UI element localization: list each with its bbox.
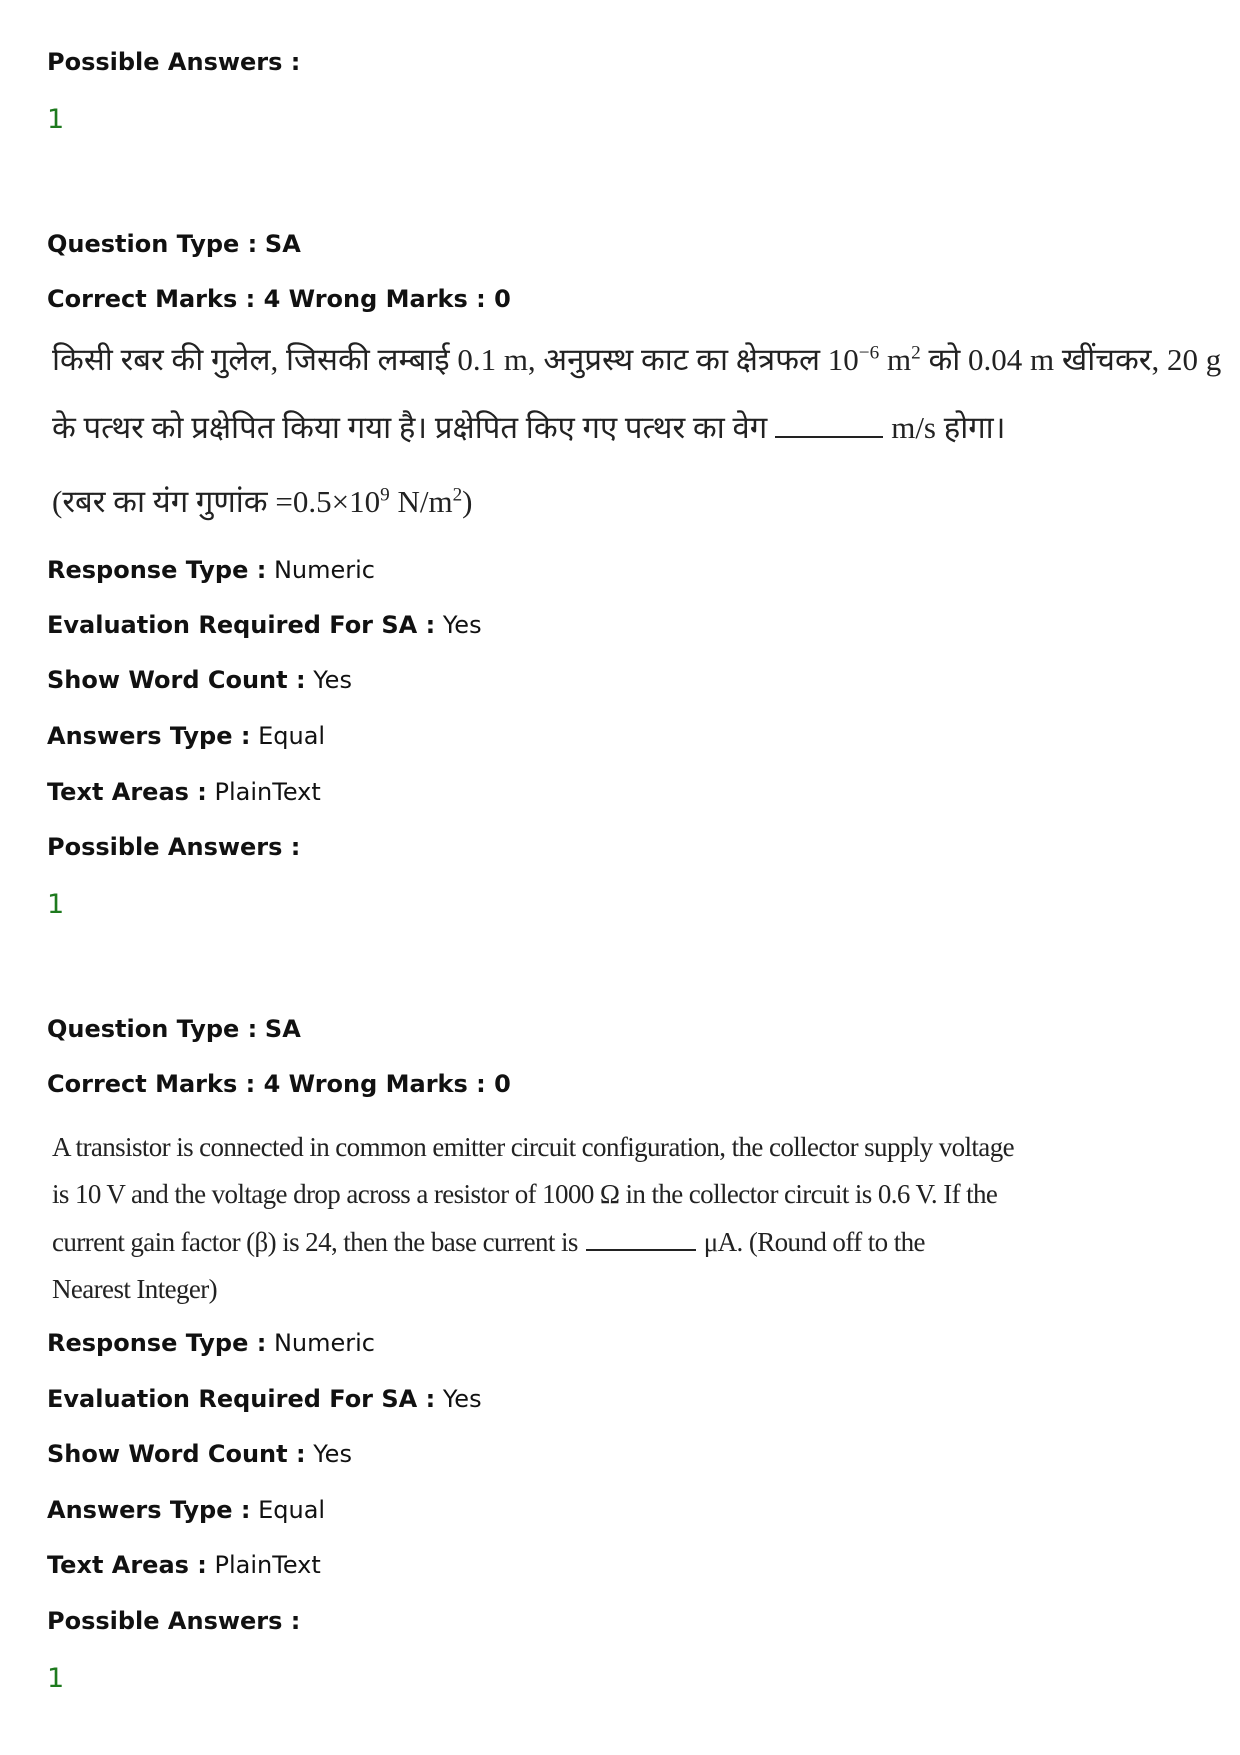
wrong-marks-value: 0 [494,1070,511,1098]
possible-answer-value: 1 [47,1663,65,1694]
evaluation-required-row [47,1384,482,1414]
exponent: 9 [380,484,390,506]
response-type-row [47,555,375,585]
answer-blank [775,435,883,438]
text-areas-row [47,777,321,807]
possible-answers-label: Possible Answers : [47,1607,301,1635]
question-text-fragment: ) [462,484,473,519]
answers-type-value: Equal [258,722,326,750]
text-areas-value: PlainText [214,778,321,806]
evaluation-required-label: Evaluation Required For SA : [47,1385,436,1413]
text-areas-value: PlainText [214,1551,321,1579]
text-areas-label: Text Areas : [47,778,207,806]
wrong-marks-value: 0 [494,285,511,313]
question-type-label: Question Type : [47,230,258,258]
evaluation-required-row [47,610,482,640]
response-type-row [47,1328,375,1358]
question-text-line [52,408,1005,448]
correct-marks-value: 4 [263,1070,281,1098]
correct-marks-label: Correct Marks : [47,1070,256,1098]
marks-row [47,284,511,314]
exponent: 2 [452,484,463,506]
response-type-value: Numeric [273,1329,375,1357]
question-text-fragment: किसी रबर की गुलेल, जिसकी लम्बाई 0.1 m, अनुप्रस्थ काट का क्षेत्रफल 10 [52,342,859,377]
question-text-line: A transistor is connected in common emitter circuit configuration, the collector supply voltage [52,1132,1014,1162]
question-type-row [47,1014,301,1044]
wrong-marks-label: Wrong Marks : [288,1070,486,1098]
question-text-line: Nearest Integer) [52,1274,218,1304]
answer-blank [586,1248,696,1251]
question-text-line [52,340,1221,380]
question-text-fragment: के पत्थर को प्रक्षेपित किया गया है। प्रक्षेपित किए गए पत्थर का वेग [52,410,768,445]
question-text-line [52,1219,925,1266]
show-word-count-label: Show Word Count : [47,666,306,694]
response-type-value: Numeric [273,556,375,584]
question-type-label: Question Type : [47,1015,258,1043]
possible-answers-label: Possible Answers : [47,833,301,861]
evaluation-required-label: Evaluation Required For SA : [47,611,436,639]
possible-answer-value: 1 [47,104,65,135]
question-text-fragment: को 0.04 m खींचकर, 20 g [920,342,1222,377]
possible-answer-value: 1 [47,889,65,920]
show-word-count-row [47,1439,352,1469]
evaluation-required-value: Yes [442,611,482,639]
answers-type-label: Answers Type : [47,722,251,750]
exponent: −6 [858,342,880,364]
possible-answers-label: Possible Answers : [47,48,301,76]
question-text-fragment: N/m [389,484,453,519]
answers-type-label: Answers Type : [47,1496,251,1524]
marks-row [47,1069,511,1099]
question-type-value: SA [264,230,301,258]
question-text-line: is 10 V and the voltage drop across a resistor of 1000 Ω in the collector circuit is 0.6 V. If the [52,1179,998,1209]
question-text-fragment: m/s होगा। [891,410,1006,445]
evaluation-required-value: Yes [442,1385,482,1413]
question-text-fragment: μA. (Round off to the [703,1227,925,1257]
show-word-count-value: Yes [313,1440,352,1468]
wrong-marks-label: Wrong Marks : [288,285,486,313]
question-text-fragment: current gain factor (β) is 24, then the base current is [52,1227,578,1257]
show-word-count-label: Show Word Count : [47,1440,306,1468]
answers-type-row [47,721,325,751]
response-type-label: Response Type : [47,556,267,584]
answers-type-row [47,1495,325,1525]
answers-type-value: Equal [258,1496,326,1524]
show-word-count-value: Yes [313,666,352,694]
question-text-line [52,482,473,522]
exponent: 2 [911,342,921,364]
question-text-fragment: (रबर का यंग गुणांक =0.5×10 [52,484,381,519]
question-text-fragment: m [879,342,912,377]
text-areas-row [47,1550,321,1580]
response-type-label: Response Type : [47,1329,267,1357]
show-word-count-row [47,665,352,695]
text-areas-label: Text Areas : [47,1551,207,1579]
correct-marks-label: Correct Marks : [47,285,256,313]
question-type-value: SA [264,1015,301,1043]
correct-marks-value: 4 [263,285,281,313]
question-type-row [47,229,301,259]
